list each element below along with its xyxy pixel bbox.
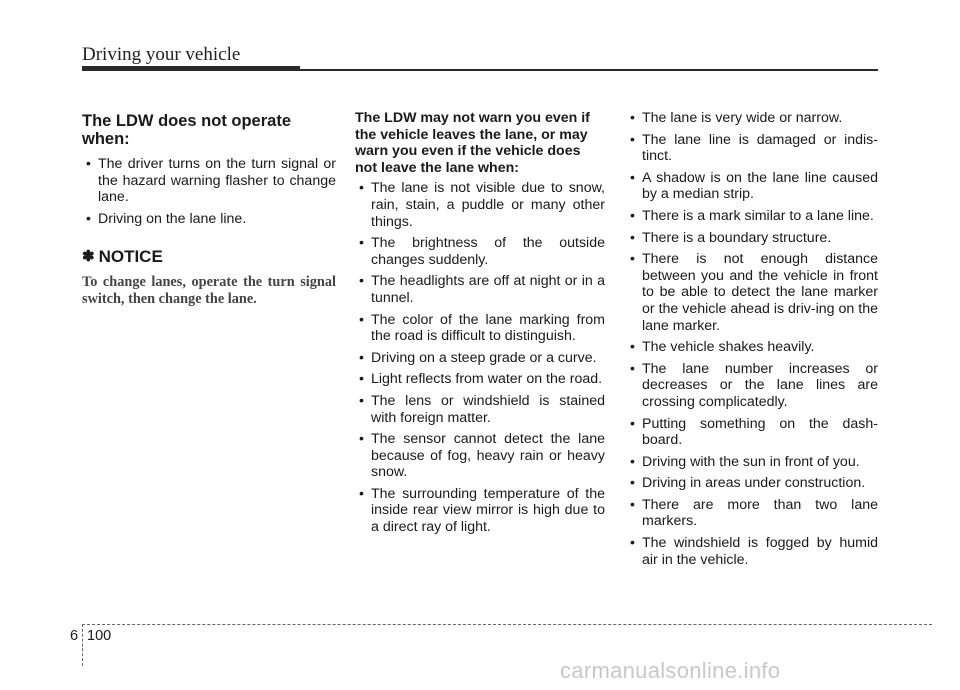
notice-text: To change lanes, operate the turn signal switch, then change the lane.	[82, 273, 336, 307]
list-item: • Driving in areas under construction.	[626, 475, 878, 492]
list-item: • There is a boundary structure.	[626, 230, 878, 247]
list-item: • The lane is not visible due to snow, rain, stain, a puddle or many other things.	[355, 180, 605, 230]
list-item: • There are more than two lane markers.	[626, 497, 878, 530]
list-item: • The lane line is damaged or indis-tinct.	[626, 132, 878, 165]
list-item: • The lens or windshield is stained with foreign matter.	[355, 393, 605, 426]
list-item: • Light reflects from water on the road.	[355, 371, 605, 388]
list-item: • The lane number increases or decreases or the lane lines are crossing complicatedly.	[626, 361, 878, 411]
list-item: • Driving on a steep grade or a curve.	[355, 350, 605, 367]
list-item: • The brightness of the outside changes suddenly.	[355, 235, 605, 268]
footer-divider	[82, 624, 83, 666]
list-item: • Driving on the lane line.	[82, 211, 336, 228]
column-1	[82, 112, 336, 308]
section-heading: The LDW does not operate when:	[82, 112, 292, 148]
list-item: • The windshield is fogged by humid air in the vehicle.	[626, 535, 878, 568]
list-item: • The vehicle shakes heavily.	[626, 339, 878, 356]
column-3	[626, 110, 878, 573]
list-item: • The sensor cannot detect the lane because of fog, heavy rain or heavy snow.	[355, 431, 605, 481]
list-item: • There is not enough distance between you and the vehicle in front to be able to detect the lane marker or the vehicle ahead is driv-ing on the lane marker.	[626, 251, 878, 334]
list-item: • The headlights are off at night or in a tunnel.	[355, 273, 605, 306]
bullet-list	[82, 156, 336, 227]
bullet-list	[355, 180, 605, 535]
list-item: • The surrounding temperature of the inside rear view mirror is high due to a direct ray of light.	[355, 486, 605, 536]
list-item: • Driving with the sun in front of you.	[626, 454, 878, 471]
list-item: • There is a mark similar to a lane line.	[626, 208, 878, 225]
section-heading: The LDW may not warn you even if the vehicle leaves the lane, or may warn you even if the vehicle does not leave the lane when:	[355, 110, 590, 176]
header-bar	[82, 66, 300, 71]
section-number: 6	[70, 628, 79, 644]
watermark: carmanualsonline.info	[560, 658, 781, 683]
notice-label: NOTICE	[98, 247, 163, 267]
list-item: • The color of the lane marking from the road is difficult to distinguish.	[355, 312, 605, 345]
notice-icon: ✽	[82, 248, 95, 266]
notice-heading	[82, 249, 336, 266]
footer-rule	[82, 624, 932, 625]
list-item: • A shadow is on the lane line caused by a median strip.	[626, 170, 878, 203]
bullet-list	[626, 110, 878, 568]
header-rule	[300, 69, 878, 71]
page-header-title: Driving your vehicle	[82, 44, 241, 65]
page-number: 100	[87, 628, 112, 644]
list-item: • Putting something on the dash-board.	[626, 416, 878, 449]
list-item: • The driver turns on the turn signal or the hazard warning flasher to change lane.	[82, 156, 336, 206]
column-2	[355, 110, 605, 541]
list-item: • The lane is very wide or narrow.	[626, 110, 878, 127]
